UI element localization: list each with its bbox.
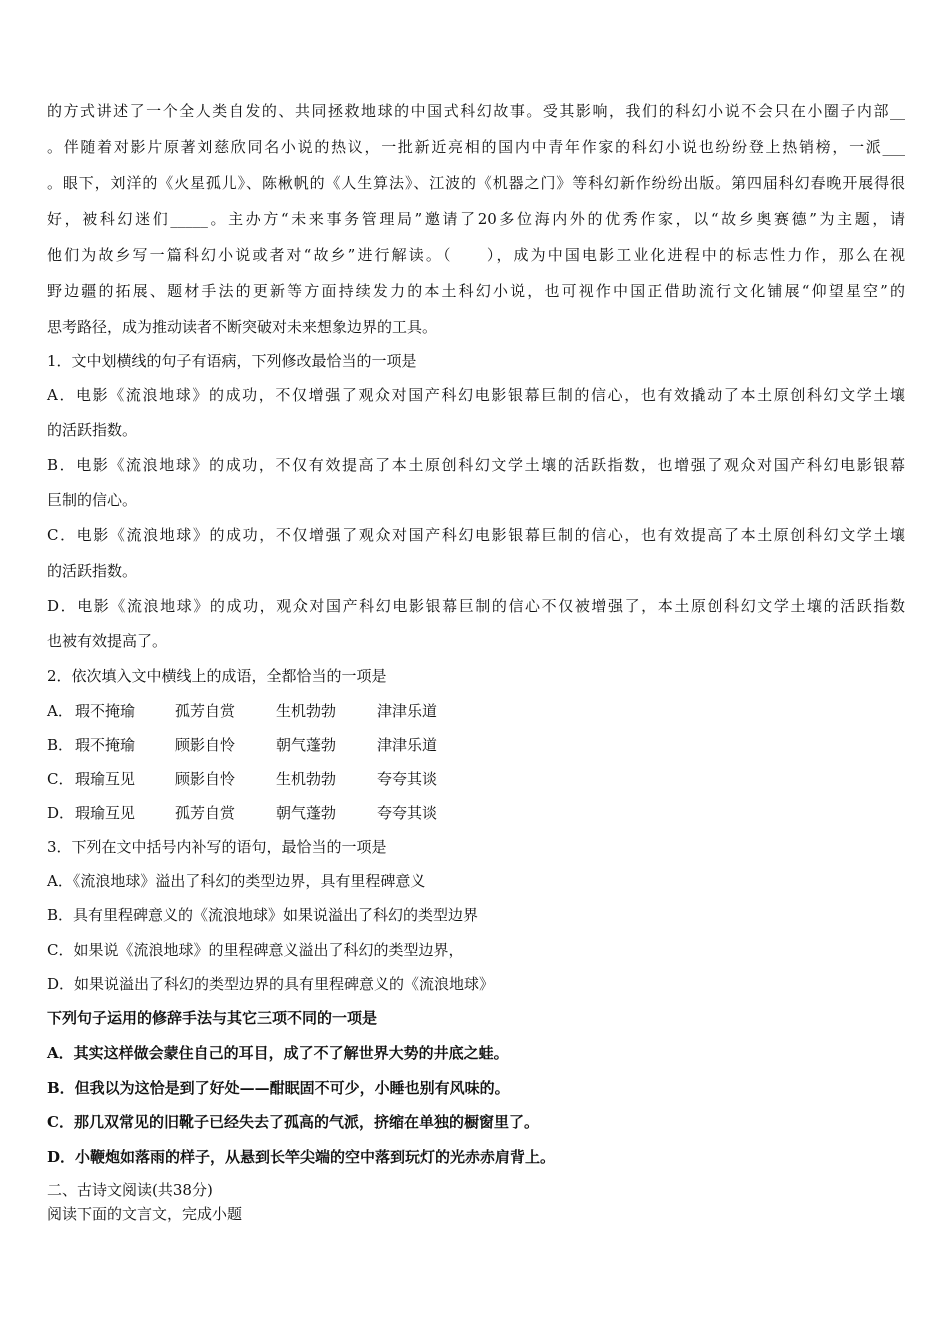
option-label: A． — [47, 702, 73, 720]
idiom-4: 夸夸其谈 — [377, 804, 438, 822]
idiom-2: 顾影自怜 — [175, 736, 236, 754]
q1-option-a-cont: 的活跃指数。 — [47, 421, 138, 439]
section-instruction: 阅读下面的文言文，完成小题 — [47, 1205, 243, 1223]
q1-option-c: C．电影《流浪地球》的成功，不仅增强了观众对国产科幻电影银幕巨制的信心，也有效提高了本土原创科幻文学土壤 — [47, 526, 905, 544]
idiom-1: 瑕瑜互见 — [75, 804, 136, 822]
q3-option-d: D．如果说溢出了科幻的类型边界的具有里程碑意义的《流浪地球》 — [47, 975, 495, 993]
idiom-4: 津津乐道 — [377, 702, 438, 720]
option-label: C． — [47, 770, 74, 788]
q3-option-a: A．《流浪地球》溢出了科幻的类型边界，具有里程碑意义 — [47, 872, 426, 890]
passage-line: 好，被科幻迷们_____。主办方“未来事务管理局”邀请了20多位海内外的优秀作家，以“故乡奥赛德”为主题，请 — [47, 210, 905, 228]
idiom-2: 孤芳自赏 — [175, 702, 236, 720]
section-title: 二、古诗文阅读(共38分) — [47, 1181, 213, 1199]
q2-option-b — [47, 735, 437, 755]
question-4-stem: 下列句子运用的修辞手法与其它三项不同的一项是 — [47, 1009, 378, 1027]
q1-option-d-cont: 也被有效提高了。 — [47, 632, 168, 650]
passage-line: 他们为故乡写一篇科幻小说或者对“故乡”进行解读。（ ），成为中国电影工业化进程中的标志性力作，那么在视 — [47, 246, 905, 264]
idiom-3: 朝气蓬勃 — [276, 736, 337, 754]
question-1-stem: 1．文中划横线的句子有语病，下列修改最恰当的一项是 — [47, 352, 417, 370]
option-label: B． — [47, 736, 74, 754]
passage-line: 野边疆的拓展、题材手法的更新等方面持续发力的本土科幻小说，也可视作中国正借助流行文化铺展“仰望星空”的 — [47, 282, 905, 300]
q1-option-b: B．电影《流浪地球》的成功，不仅有效提高了本土原创科幻文学土壤的活跃指数，也增强了观众对国产科幻电影银幕 — [47, 456, 905, 474]
q4-option-b: B．但我以为这恰是到了好处——酣眠固不可少，小睡也别有风味的。 — [47, 1079, 510, 1097]
idiom-2: 孤芳自赏 — [175, 804, 236, 822]
passage-line: 。眼下，刘洋的《火星孤儿》、陈楸帆的《人生算法》、江波的《机器之门》等科幻新作纷纷出版。第四届科幻春晚开展得很 — [47, 174, 905, 192]
q1-option-d: D．电影《流浪地球》的成功，观众对国产科幻电影银幕巨制的信心不仅被增强了，本土原创科幻文学土壤的活跃指数 — [47, 597, 905, 615]
q4-option-a: A．其实这样做会蒙住自己的耳目，成了不了解世界大势的井底之蛙。 — [47, 1044, 509, 1062]
q4-option-c: C．那几双常见的旧靴子已经失去了孤高的气派，挤缩在单独的橱窗里了。 — [47, 1113, 539, 1131]
passage-line: 的方式讲述了一个全人类自发的、共同拯救地球的中国式科幻故事。受其影响，我们的科幻小说不会只在小圈子内部__ — [47, 102, 905, 120]
idiom-1: 瑕瑜互见 — [75, 770, 136, 788]
idiom-4: 津津乐道 — [377, 736, 438, 754]
idiom-3: 朝气蓬勃 — [276, 804, 337, 822]
idiom-2: 顾影自怜 — [175, 770, 236, 788]
passage-line: 。伴随着对影片原著刘慈欣同名小说的热议，一批新近亮相的国内中青年作家的科幻小说也纷纷登上热销榜，一派___ — [47, 138, 905, 156]
q1-option-b-cont: 巨制的信心。 — [47, 491, 138, 509]
idiom-1: 瑕不掩瑜 — [75, 736, 136, 754]
q2-option-a — [47, 701, 437, 721]
idiom-3: 生机勃勃 — [276, 770, 337, 788]
q4-option-d: D．小鞭炮如落雨的样子，从悬到长竿尖端的空中落到玩灯的光赤赤肩背上。 — [47, 1148, 556, 1166]
q2-option-c — [47, 769, 437, 789]
idiom-1: 瑕不掩瑜 — [75, 702, 136, 720]
question-2-stem: 2．依次填入文中横线上的成语，全都恰当的一项是 — [47, 667, 387, 685]
question-3-stem: 3．下列在文中括号内补写的语句，最恰当的一项是 — [47, 838, 387, 856]
q3-option-b: B．具有里程碑意义的《流浪地球》如果说溢出了科幻的类型边界 — [47, 906, 479, 924]
q1-option-c-cont: 的活跃指数。 — [47, 562, 138, 580]
q1-option-a: A．电影《流浪地球》的成功，不仅增强了观众对国产科幻电影银幕巨制的信心，也有效撬动了本土原创科幻文学土壤 — [47, 386, 905, 404]
idiom-3: 生机勃勃 — [276, 702, 337, 720]
passage-line: 思考路径，成为推动读者不断突破对未来想象边界的工具。 — [47, 318, 438, 336]
q3-option-c: C．如果说《流浪地球》的里程碑意义溢出了科幻的类型边界， — [47, 941, 464, 959]
option-label: D． — [47, 804, 75, 822]
idiom-4: 夸夸其谈 — [377, 770, 438, 788]
q2-option-d — [47, 803, 437, 823]
